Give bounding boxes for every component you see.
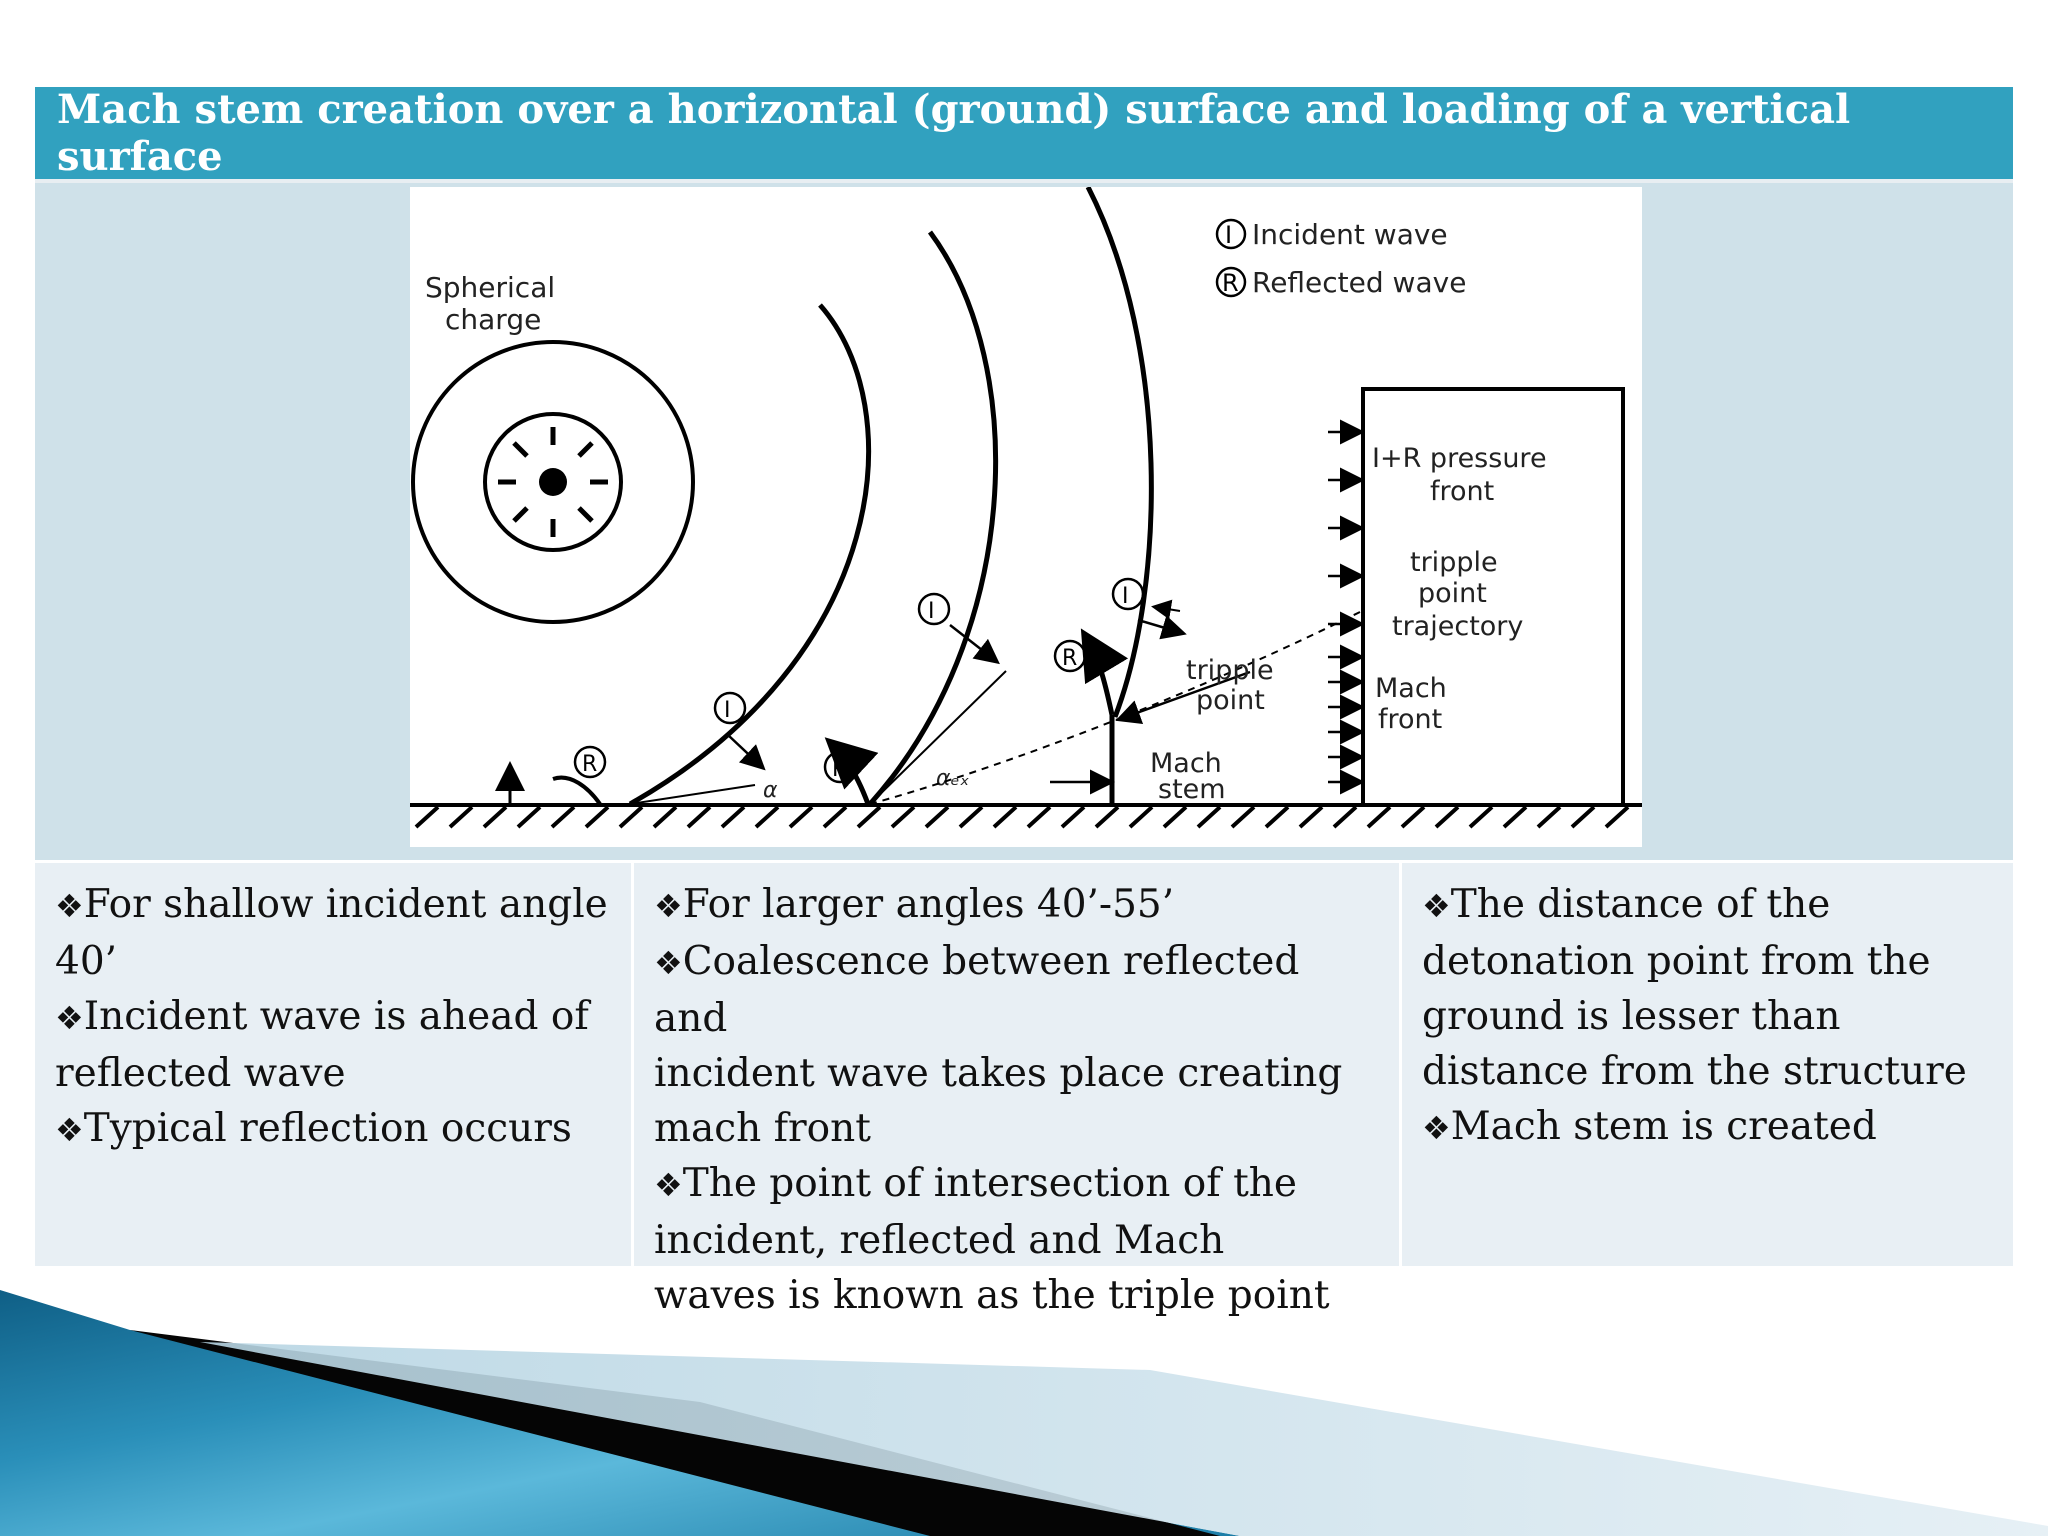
bullet-icon: ❖ <box>654 944 683 982</box>
content-table <box>35 86 2013 1318</box>
mach-front-label-2: front <box>1378 704 1443 735</box>
alpha-ext-label: αₑₓ <box>936 766 970 791</box>
text-line: distance from the structure <box>1422 1049 1967 1094</box>
mach-stem-diagram <box>410 187 1642 847</box>
incident-marker-2 <box>919 594 949 624</box>
text-row <box>35 863 2013 1318</box>
legend-incident-label: Incident wave <box>1252 218 1448 251</box>
pressure-arrows <box>1328 432 1360 782</box>
svg-text:R: R <box>832 757 848 782</box>
text-line: mach front <box>654 1106 871 1151</box>
incident-marker-1 <box>715 693 745 723</box>
text-line: incident, reflected and Mach <box>654 1218 1225 1263</box>
legend-incident-symbol: I <box>1225 221 1233 249</box>
shock-front-3 <box>1088 187 1151 717</box>
bullet-icon: ❖ <box>1422 1109 1451 1147</box>
text-line: incident wave takes place creating <box>654 1051 1343 1096</box>
bullet-icon: ❖ <box>654 887 683 925</box>
text-line: ❖Incident wave is ahead of <box>55 994 589 1039</box>
text-line: ❖The distance of the <box>1422 882 1831 927</box>
mach-stem-label-2: stem <box>1158 774 1226 805</box>
charge-label-1: Spherical <box>425 271 556 304</box>
text-line: ❖Mach stem is created <box>1422 1104 1877 1149</box>
reflected-marker-1 <box>575 747 605 777</box>
pressure-front-label-1: I+R pressure <box>1372 443 1547 474</box>
spherical-charge <box>413 342 693 622</box>
pressure-front-label-2: front <box>1430 476 1495 507</box>
bullet-icon: ❖ <box>654 1166 683 1204</box>
legend <box>1217 218 1466 299</box>
legend-reflected-symbol: R <box>1222 269 1239 297</box>
reflected-marker-3 <box>1055 641 1085 671</box>
column-larger-angles <box>631 863 1399 1318</box>
column-shallow-angle <box>35 863 631 1266</box>
reflected-wave-3 <box>1086 637 1112 715</box>
svg-text:I: I <box>724 698 731 723</box>
text-line: ❖For shallow incident angle <box>55 882 608 927</box>
text-line: reflected wave <box>55 1051 346 1096</box>
svg-text:I: I <box>1122 584 1129 609</box>
bullet-icon: ❖ <box>55 887 84 925</box>
text-line: detonation point from the <box>1422 939 1931 984</box>
trajectory-arrow <box>1155 607 1180 611</box>
incident-arrow-2 <box>950 625 996 661</box>
bullet-icon: ❖ <box>55 1111 84 1149</box>
trajectory-label-1: tripple <box>1410 547 1498 578</box>
reflected-wave-1 <box>553 778 600 804</box>
figure-row <box>35 183 2013 863</box>
svg-text:I: I <box>928 599 935 624</box>
text-line: ground is lesser than <box>1422 994 1841 1039</box>
slide-corner-decoration <box>0 1290 2048 1536</box>
ground-hatching <box>416 807 1628 827</box>
legend-reflected-label: Reflected wave <box>1252 266 1467 299</box>
shock-front-2 <box>870 232 996 804</box>
text-line: ❖Coalescence between reflected and <box>654 939 1300 1041</box>
trajectory-label-2: point <box>1418 578 1487 609</box>
diagram-svg <box>410 187 1642 847</box>
shock-front-1 <box>630 305 869 804</box>
slide-title: Mach stem creation over a horizontal (ground) surface and loading of a vertical surface <box>35 87 2013 183</box>
tripple-point-label-1: tripple <box>1186 655 1274 686</box>
charge-label-2: charge <box>445 303 542 336</box>
mach-front-label-1: Mach <box>1375 673 1447 704</box>
bullet-icon: ❖ <box>55 999 84 1037</box>
alpha-label: α <box>763 778 778 803</box>
incident-arrow-3 <box>1138 620 1182 633</box>
svg-text:R: R <box>582 752 598 777</box>
svg-text:R: R <box>1062 646 1078 671</box>
text-line: waves is known as the triple point <box>654 1273 1330 1318</box>
text-line: ❖Typical reflection occurs <box>55 1106 572 1151</box>
mach-stem-label-1: Mach <box>1150 748 1222 779</box>
column-mach-stem <box>1399 863 2013 1266</box>
text-line: 40’ <box>55 939 118 984</box>
incident-marker-3 <box>1113 579 1143 609</box>
tripple-point-label-2: point <box>1196 685 1265 716</box>
text-line: ❖For larger angles 40’-55’ <box>654 882 1175 927</box>
incident-arrow-1 <box>728 735 762 767</box>
trajectory-label-3: trajectory <box>1392 611 1524 642</box>
bullet-icon: ❖ <box>1422 887 1451 925</box>
text-line: ❖The point of intersection of the <box>654 1161 1297 1206</box>
